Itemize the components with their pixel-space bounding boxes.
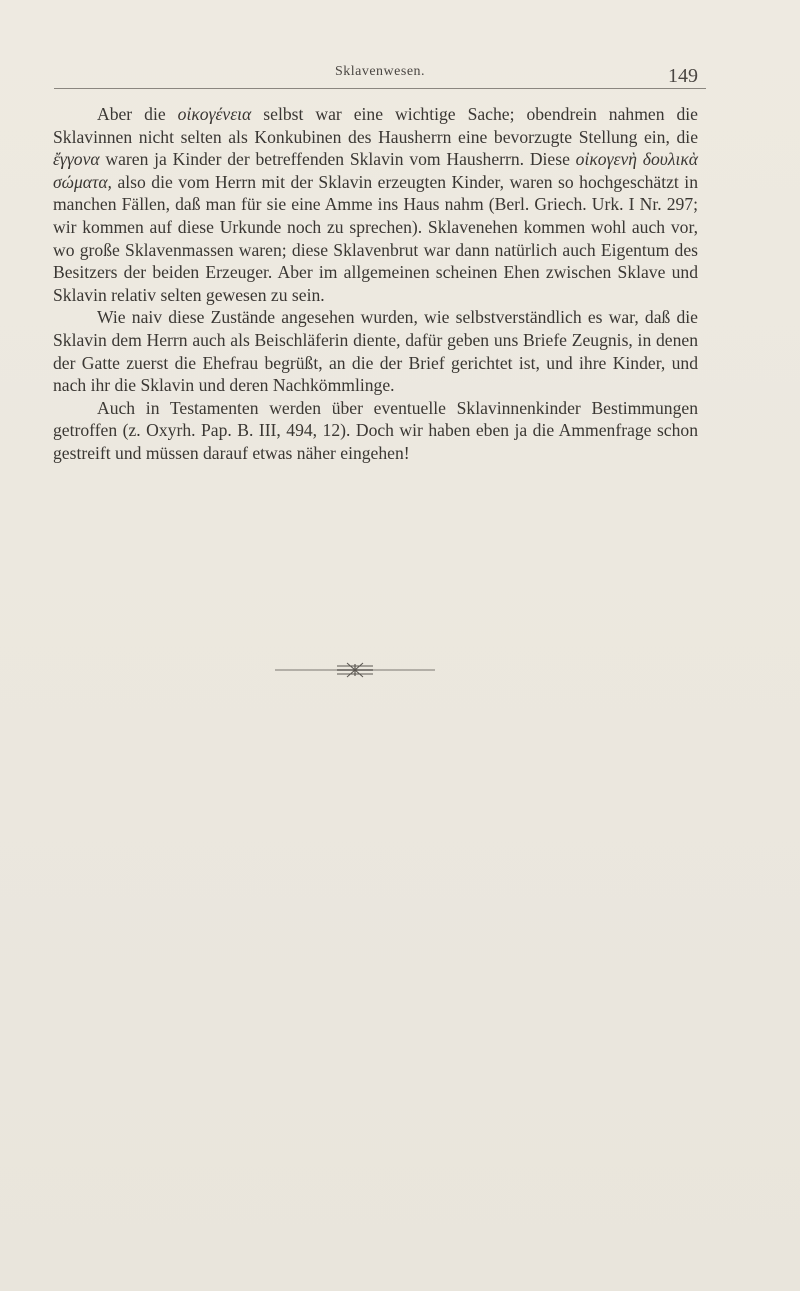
text-segment: Auch in Testamenten werden über eventuelle Sklavinnenkinder Bestimmungen getroffen (z. Oxyrh. Pap. B. III, 494, 12). Doch wir haben eben ja die Ammenfrage schon gestreift und müssen darauf etwas näher eingehen! bbox=[53, 397, 698, 463]
greek-term: οἰκογένεια bbox=[177, 104, 252, 124]
paragraph bbox=[53, 306, 698, 396]
text-segment: Aber die bbox=[97, 104, 178, 124]
header-rule bbox=[54, 88, 706, 89]
page-number: 149 bbox=[668, 65, 698, 87]
page-header bbox=[54, 60, 706, 94]
greek-term: οἰκογενὴ δουλικὰ σώματα, bbox=[53, 149, 699, 192]
greek-term: ἔγγονα bbox=[53, 149, 100, 170]
paragraph bbox=[53, 103, 698, 306]
body-text bbox=[53, 103, 698, 465]
running-head: Sklavenwesen. bbox=[334, 64, 426, 79]
text-segment: selbst war eine wichtige Sache; obendrein nahmen die Sklavinnen nicht selten als Konkubinen des Hausherrn eine bevorzugte Stellung ein, die bbox=[53, 104, 698, 147]
text-segment: waren ja Kinder der betreffenden Sklavin vom Hausherrn. Diese bbox=[99, 149, 576, 170]
paragraph bbox=[53, 397, 698, 465]
text-segment: also die vom Herrn mit der Sklavin erzeugten Kinder, waren so hochgeschätzt in manchen Fällen, daß man für sie eine Amme ins Haus nahm (Berl. Griech. Urk. I Nr. 297; wir kommen auf diese Urkunde noch zu sprechen). Sklavenehen kommen wohl auch vor, wo große Sklavenmassen waren; diese Sklavenbrut war dann natürlich auch Eigentum des Besitzers der beiden Erzeuger. Aber im allgemeinen scheinen Ehen zwischen Sklave und Sklavin relativ selten gewesen zu sein. bbox=[53, 171, 698, 305]
text-segment: Wie naiv diese Zustände angesehen wurden, wie selbstverständlich es war, daß die Sklavin dem Herrn auch als Beischläferin diente, dafür geben uns Briefe Zeugnis, in denen der Gatte zuerst die Ehefrau begrüßt, an die der Brief gerichtet ist, und ihre Kinder, und nach ihr die Sklavin und deren Nachkömmlinge. bbox=[53, 307, 698, 396]
section-end-ornament-icon bbox=[275, 660, 435, 680]
